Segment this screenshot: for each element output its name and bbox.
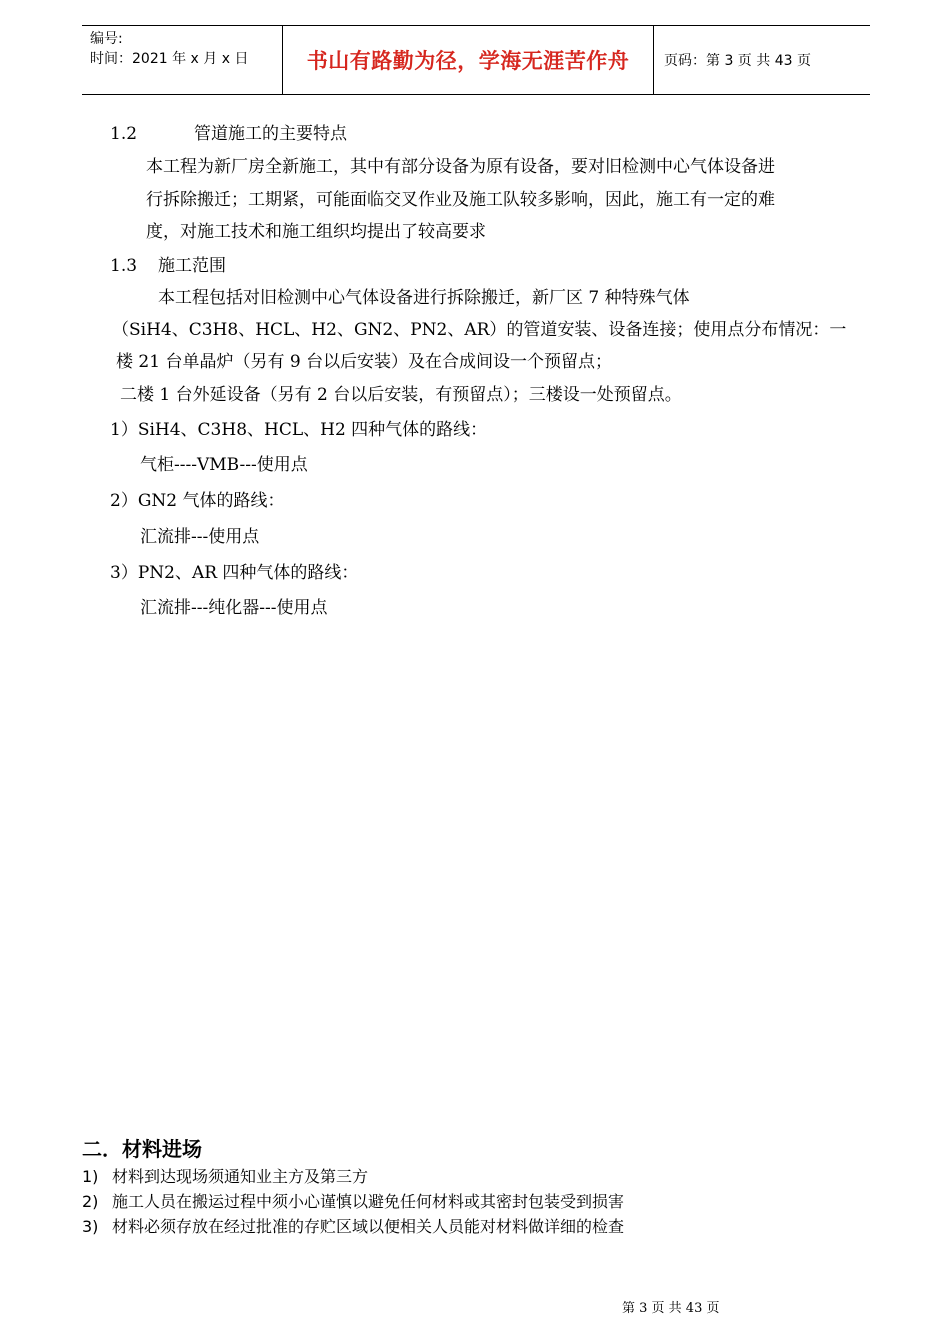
section-1-3-number: 1.3: [110, 256, 138, 276]
route-3-path: 汇流排---纯化器---使用点: [140, 598, 328, 618]
section-2-heading: 二．材料进场: [82, 1137, 202, 1161]
route-3-title: 3）PN2、AR 四种气体的路线：: [110, 563, 359, 583]
document-date: 时间：2021 年 x 月 x 日: [90, 51, 249, 67]
list-item: [82, 1216, 624, 1238]
route-1-path: 气柜----VMB---使用点: [140, 455, 308, 475]
paragraph-line: 度，对施工技术和施工组织均提出了较高要求: [146, 222, 486, 242]
route-2-path: 汇流排---使用点: [140, 527, 260, 547]
paragraph-line: 楼 21 台单晶炉（另有 9 台以后安装）及在合成间设一个预留点；: [116, 352, 613, 372]
list-item-number: 2): [82, 1192, 99, 1211]
document-number-label: 编号:: [90, 31, 123, 47]
list-item: [82, 1166, 368, 1188]
paragraph-line: 本工程为新厂房全新施工，其中有部分设备为原有设备，要对旧检测中心气体设备进: [146, 157, 775, 177]
list-item-number: 3): [82, 1217, 99, 1236]
list-item-text: 材料必须存放在经过批准的存贮区域以便相关人员能对材料做详细的检查: [112, 1217, 625, 1236]
header-meta: [82, 26, 282, 94]
paragraph-line: 本工程包括对旧检测中心气体设备进行拆除搬迁，新厂区 7 种特殊气体: [158, 288, 690, 308]
route-1-title: 1）SiH4、C3H8、HCL、H2 四种气体的路线：: [110, 420, 488, 440]
list-item-text: 施工人员在搬运过程中须小心谨慎以避免任何材料或其密封包装受到损害: [112, 1192, 625, 1211]
page-footer: 第 3 页 共 43 页: [622, 1301, 720, 1316]
header-motto: 书山有路勤为径，学海无涯苦作舟: [282, 26, 654, 94]
section-1-2-number: 1.2: [110, 124, 138, 144]
header-page-info: 页码：第 3 页 共 43 页: [664, 53, 811, 69]
section-1-2-title: 管道施工的主要特点: [194, 124, 347, 144]
list-item: [82, 1191, 624, 1213]
section-1-3-title: 施工范围: [158, 256, 226, 276]
list-item-text: 材料到达现场须通知业主方及第三方: [112, 1167, 369, 1186]
route-2-title: 2）GN2 气体的路线：: [110, 491, 285, 511]
paragraph-line: （SiH4、C3H8、HCL、H2、GN2、PN2、AR）的管道安装、设备连接；使用点分布情况：一: [112, 320, 847, 340]
paragraph-line: 二楼 1 台外延设备（另有 2 台以后安装，有预留点）；三楼设一处预留点。: [120, 385, 682, 405]
list-item-number: 1): [82, 1167, 99, 1186]
paragraph-line: 行拆除搬迁；工期紧，可能面临交叉作业及施工队较多影响，因此，施工有一定的难: [146, 190, 775, 210]
document-header: [82, 25, 870, 95]
